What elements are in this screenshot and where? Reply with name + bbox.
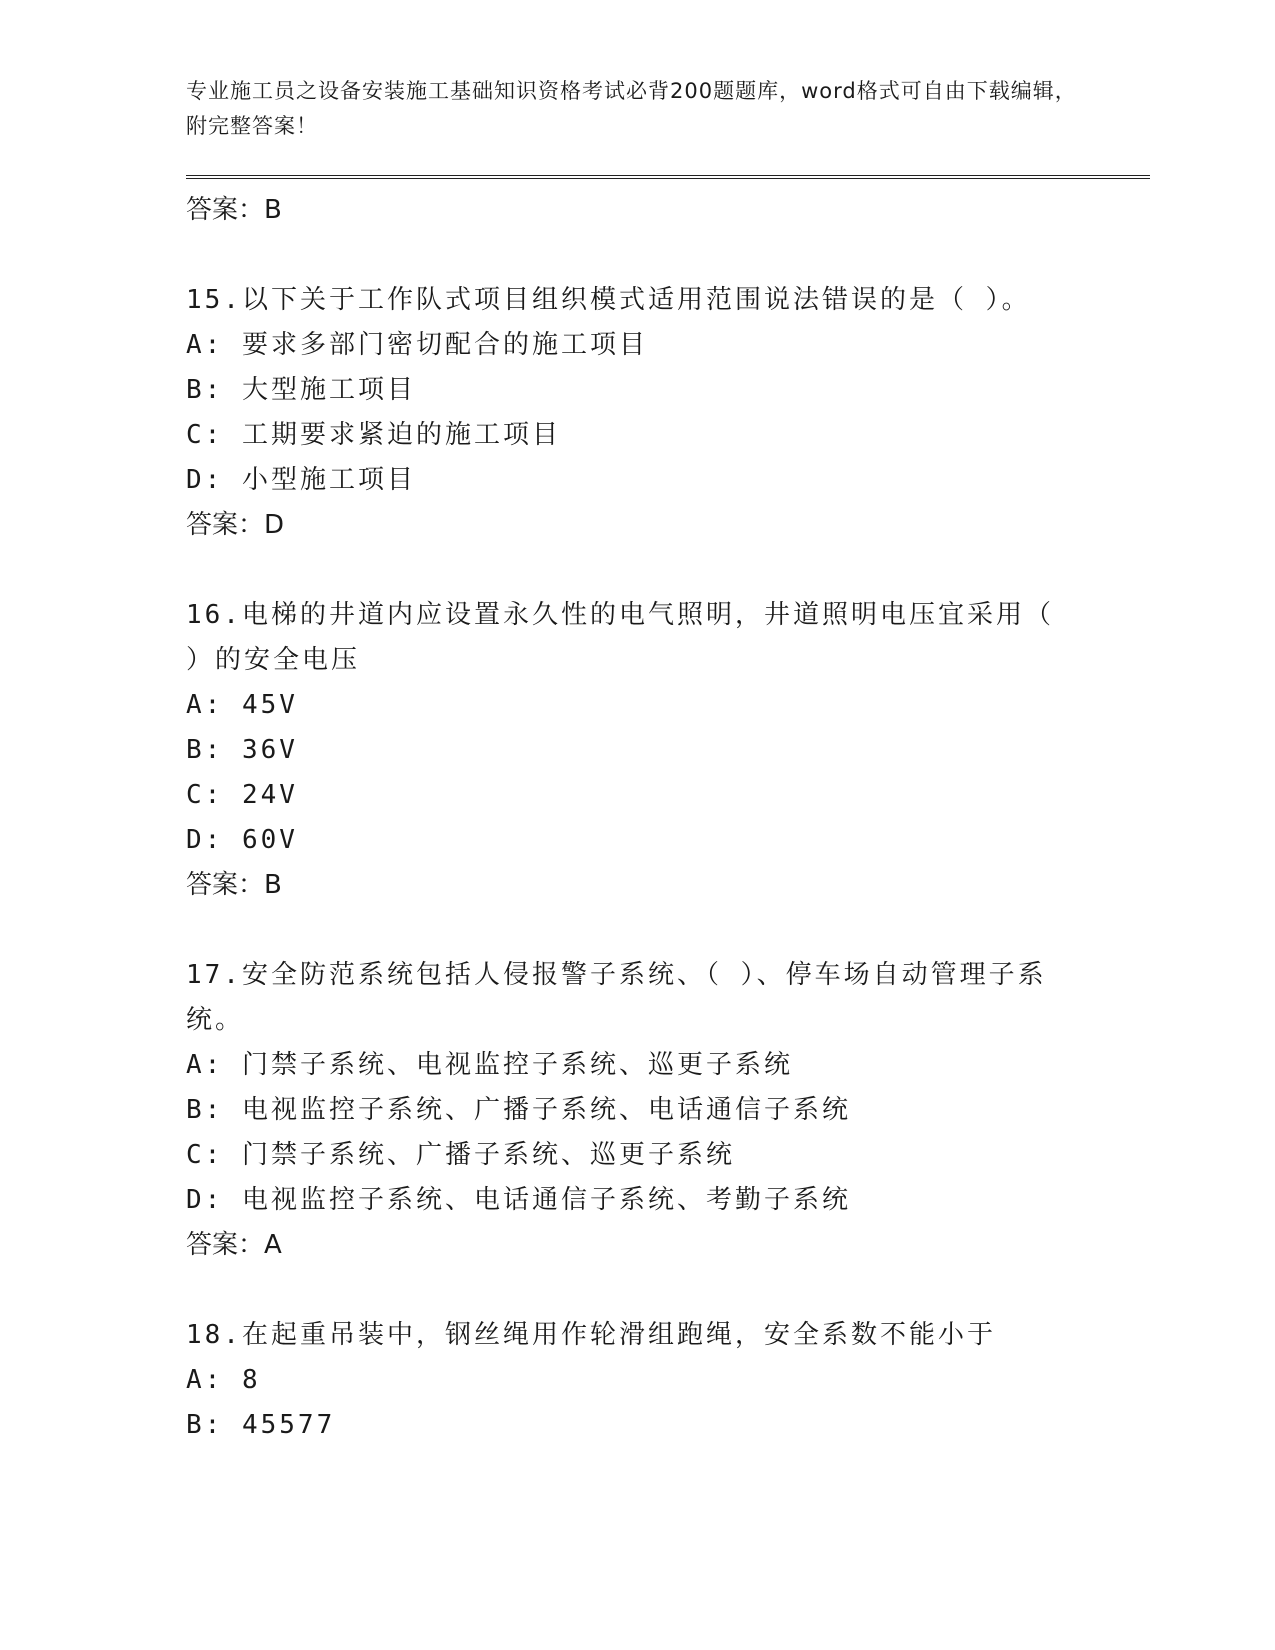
option-a: A: 要求多部门密切配合的施工项目: [186, 330, 648, 360]
option-c: C: 门禁子系统、广播子系统、巡更子系统: [186, 1140, 735, 1170]
option-a: A: 8: [186, 1365, 261, 1395]
header-divider: [186, 175, 1150, 179]
spacer: [186, 1268, 1086, 1313]
answer-line: 答案：A: [186, 1230, 282, 1260]
question-text: 15.以下关于工作队式项目组织模式适用范围说法错误的是（ ）。: [186, 285, 1031, 315]
answer-line: 答案：B: [186, 195, 282, 225]
question-text: 17.安全防范系统包括人侵报警子系统、（ ）、停车场自动管理子系统。: [186, 960, 1047, 1035]
question-block: [186, 593, 1086, 908]
question-block: [186, 1313, 1086, 1448]
question-block: [186, 278, 1086, 548]
question-text: 16.电梯的井道内应设置永久性的电气照明，井道照明电压宜采用（ ）的安全电压: [186, 600, 1054, 675]
spacer: [186, 548, 1086, 593]
option-d: D: 小型施工项目: [186, 465, 416, 495]
option-b: B: 45577: [186, 1410, 336, 1440]
option-c: C: 24V: [186, 780, 298, 810]
question-text: 18.在起重吊装中，钢丝绳用作轮滑组跑绳，安全系数不能小于: [186, 1320, 996, 1350]
spacer: [186, 908, 1086, 953]
option-d: D: 60V: [186, 825, 298, 855]
spacer: [186, 233, 1086, 278]
question-block: [186, 953, 1086, 1268]
document-header: 专业施工员之设备安装施工基础知识资格考试必背200题题库，word格式可自由下载编辑，附完整答案！: [186, 79, 1077, 138]
answer-line: 答案：D: [186, 510, 285, 540]
document-body: [186, 188, 1086, 1448]
option-b: B: 电视监控子系统、广播子系统、电话通信子系统: [186, 1095, 851, 1125]
answer-line: 答案：B: [186, 870, 282, 900]
option-a: A: 门禁子系统、电视监控子系统、巡更子系统: [186, 1050, 793, 1080]
option-a: A: 45V: [186, 690, 298, 720]
option-b: B: 36V: [186, 735, 298, 765]
option-b: B: 大型施工项目: [186, 375, 416, 405]
option-c: C: 工期要求紧迫的施工项目: [186, 420, 561, 450]
option-d: D: 电视监控子系统、电话通信子系统、考勤子系统: [186, 1185, 851, 1215]
